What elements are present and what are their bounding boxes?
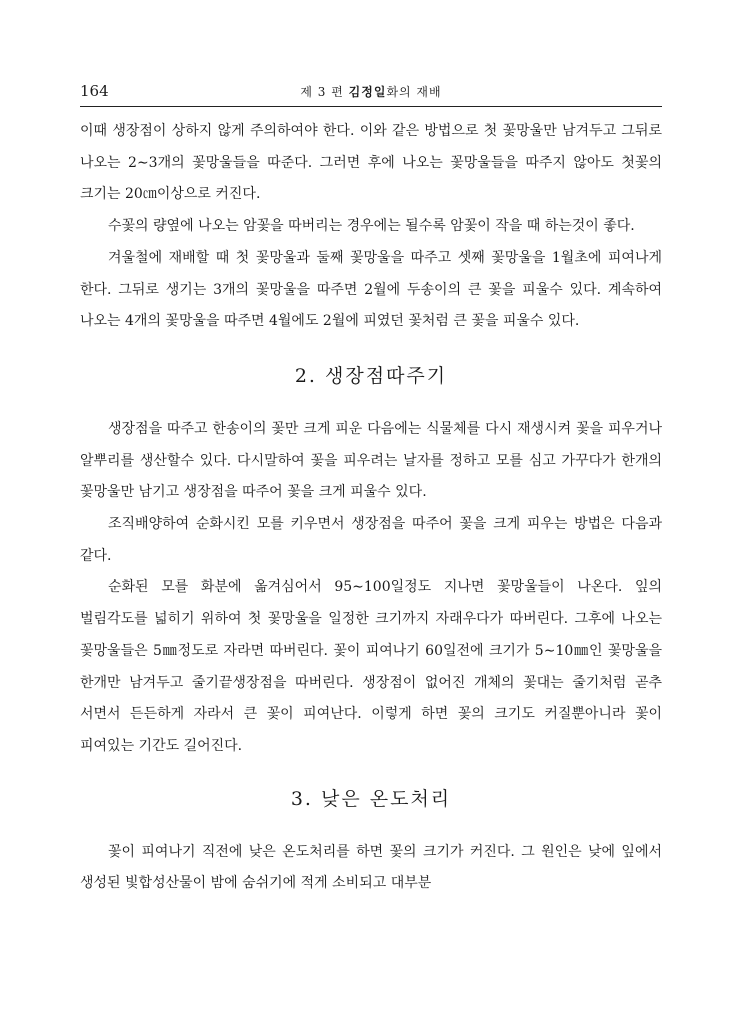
paragraph: 꽃이 피여나기 직전에 낮은 온도처리를 하면 꽃의 크기가 커진다. 그 원인은 낮에 잎에서 생성된 빛합성산물이 밤에 숨쉬기에 적게 소비되고 대부분 bbox=[80, 843, 662, 892]
paragraph: 조직배양하여 순화시킨 모를 키우면서 생장점을 따주어 꽃을 크게 피우는 방법은 다음과 같다. bbox=[80, 516, 662, 564]
page-number: 164 bbox=[80, 82, 109, 100]
paragraph: 이때 생장점이 상하지 않게 주의하여야 한다. 이와 같은 방법으로 첫 꽃망울만 남겨두고 그뒤로 나오는 2∼3개의 꽃망울들을 따준다. 그러면 후에 나오는 꽃망울들을 따주지 않아도 첫꽃의 크기는 20㎝이상으로 커진다. bbox=[80, 123, 662, 203]
page-body bbox=[80, 116, 662, 900]
paragraph: 수꽃의 량옆에 나오는 암꽃을 따버리는 경우에는 될수록 암꽃이 작을 때 하는것이 좋다. bbox=[108, 218, 635, 235]
running-head-title-bold: 김정일 bbox=[348, 85, 387, 99]
paragraph: 생장점을 따주고 한송이의 꽃만 크게 피운 다음에는 식물체를 다시 재생시켜 꽃을 피우거나 알뿌리를 생산할수 있다. 다시말하여 꽃을 피우려는 날자를 정하고 모를 심고 가꾸다가 한개의 꽃망울만 남기고 생장점을 따주어 꽃을 크게 피울수 있다. bbox=[80, 420, 662, 501]
paragraph: 순화된 모를 화분에 옮겨심어서 95∼100일정도 지나면 꽃망울들이 나온다. 잎의 벌림각도를 넓히기 위하여 첫 꽃망울을 일정한 크기까지 자래우다가 따버린다. 그후에 나오는 꽃망울들은 5㎜정도로 자라면 따버린다. 꽃이 피여나기 60일전에 크기가 5∼10㎜인 꽃망울을 한개만 남겨두고 줄기끝생장점을 따버린다. 생장점이 없어진 개체의 꽃대는 줄기처럼 곧추 서면서 든든하게 자라서 큰 꽃이 피여난다. 이렇게 하면 꽃의 크기도 커질뿐아니라 꽃이 피여있는 기간도 길어진다. bbox=[80, 579, 662, 754]
running-head-title-rest: 화의 재배 bbox=[386, 85, 442, 99]
section-heading: 3. 낮은 온도처리 bbox=[290, 787, 452, 810]
running-head-part: 제 3 편 bbox=[300, 85, 344, 99]
paragraph: 겨울철에 재배할 때 첫 꽃망울과 둘째 꽃망울을 따주고 셋째 꽃망울을 1월초에 피여나게 한다. 그뒤로 생기는 3개의 꽃망울을 따주면 2월에 두송이의 큰 꽃을 피울수 있다. 계속하여 나오는 4개의 꽃망울을 따주면 4월에도 2월에 피였던 꽃처럼 큰 꽃을 피울수 있다. bbox=[80, 249, 662, 330]
running-head bbox=[80, 83, 662, 100]
page-header bbox=[80, 82, 662, 107]
section-heading: 2. 생장점따주기 bbox=[294, 364, 448, 387]
